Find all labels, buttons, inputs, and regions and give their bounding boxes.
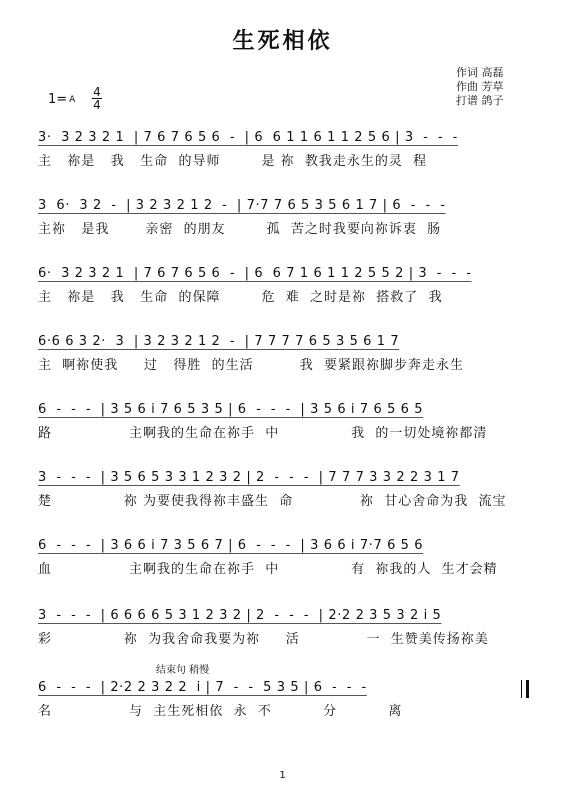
tempo-annotation: 结束句 稍慢 (156, 665, 210, 676)
notation-line: 6 - - - | 3 5 6 i 7 6 5 3 5 | 6 - - - | 3 5 6 i 7 6 5 6 5 (38, 402, 424, 417)
time-signature-top: 4 (93, 85, 101, 99)
notation-line: 3 - - - | 6 6 6 6 5 3 1 2 3 2 | 2 - - - | 2·2 2 3 5 3 2 i 5 (38, 608, 442, 623)
lyric-line: 路 主啊我的生命在祢手 中 我 的一切处境祢都清 (38, 426, 488, 441)
lyric-line: 主 祢是 我 生命 的导师 是 祢 教我走永生的灵 程 (38, 154, 428, 169)
page-title: 生死相依 (232, 29, 333, 54)
lyric-line: 名 与 主生死相依 永 不 分 离 (38, 704, 403, 719)
lyric-line: 彩 祢 为我舍命我要为祢 活 一 生赞美传扬祢美 (38, 632, 489, 647)
notation-line: 3 - - - | 3 5 6 5 3 3 1 2 3 2 | 2 - - - | 7 7 7 3 3 2 2 3 1 7 (38, 470, 460, 485)
lyricist-credit: 作词 高磊 (456, 66, 504, 79)
lyric-line: 血 主啊我的生命在祢手 中 有 祢我的人 生才会精 (38, 562, 498, 577)
lyric-line: 楚 祢 为要使我得祢丰盛生 命 祢 甘心舍命为我 流宝 (38, 494, 507, 509)
key-note: A (69, 95, 76, 105)
key-prefix: 1= (48, 92, 68, 107)
notation-line: 6· 3 2 3 2 1 | 7 6 7 6 5 6 - | 6 6 7 1 6 1 1 2 5 5 2 | 3 - - - (38, 266, 472, 281)
notation-line: 3 6· 3 2 - | 3 2 3 2 1 2 - | 7·7 7 6 5 3 5 6 1 7 | 6 - - - (38, 198, 446, 213)
notation-line: 6 - - - | 3 6 6 i 7 3 5 6 7 | 6 - - - | 3 6 6 i 7·7 6 5 6 (38, 538, 424, 553)
notation-line: 3· 3 2 3 2 1 | 7 6 7 6 5 6 - | 6 6 1 1 6 1 1 2 5 6 | 3 - - - (38, 130, 458, 145)
lyric-line: 主祢 是我 亲密 的朋友 孤 苦之时我要向祢诉衷 肠 (38, 222, 442, 237)
lyric-line: 主 啊祢使我 过 得胜 的生活 我 要紧跟祢脚步奔走永生 (38, 358, 465, 373)
lyric-line: 主 祢是 我 生命 的保障 危 难 之时是祢 搭救了 我 (38, 290, 443, 305)
time-signature-bottom: 4 (93, 98, 101, 112)
final-barline (521, 680, 529, 698)
notation-line: 6·6 6 3 2· 3 | 3 2 3 2 1 2 - | 7 7 7 7 6 5 3 5 6 1 7 (38, 334, 400, 349)
engraver-credit: 打谱 鸽子 (456, 94, 504, 107)
composer-credit: 作曲 芳草 (456, 80, 504, 93)
notation-line: 6 - - - | 2·2 2 3 2 2 i | 7 - - 5 3 5 | 6 - - - (38, 680, 367, 695)
page-number: 1 (279, 770, 286, 781)
